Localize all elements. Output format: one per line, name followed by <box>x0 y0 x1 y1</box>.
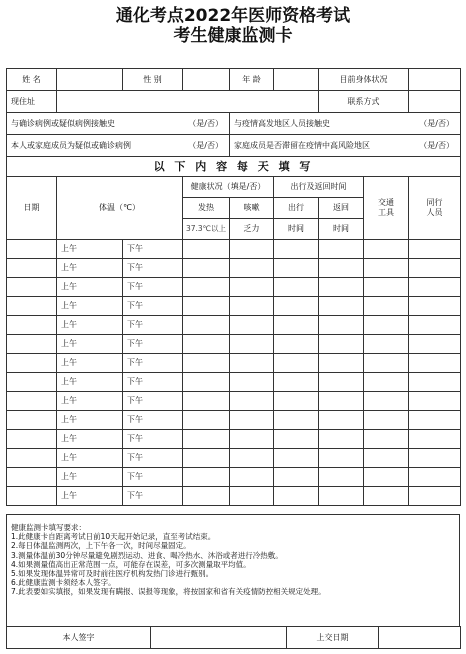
back-time-cell[interactable] <box>319 373 364 392</box>
cough-cell[interactable] <box>230 449 274 468</box>
card-subtitle: 考生健康监测卡 <box>173 26 293 46</box>
instruction-line: 5.如果发现体温异常可及时前往医疗机构发热门诊进行甄别。 <box>11 569 214 579</box>
pm-label: 下午 <box>127 244 143 253</box>
pm-temperature-cell <box>123 430 183 449</box>
instruction-line: 2.每日体温监测两次，上下午各一次，时间尽量固定。 <box>11 541 191 551</box>
cough-cell[interactable] <box>230 259 274 278</box>
companions-cell[interactable] <box>409 278 461 297</box>
pm-temperature-cell <box>123 316 183 335</box>
info-row-address <box>7 91 461 113</box>
fever-cell[interactable] <box>183 449 230 468</box>
go-time-cell[interactable] <box>274 392 319 411</box>
transport-cell[interactable] <box>364 240 409 259</box>
go-time-cell[interactable] <box>274 354 319 373</box>
age-label: 年 龄 <box>230 69 274 91</box>
am-label: 上午 <box>61 415 77 424</box>
am-label: 上午 <box>61 339 77 348</box>
pm-label: 下午 <box>127 472 143 481</box>
transport-cell[interactable] <box>364 335 409 354</box>
pm-temperature-cell <box>123 354 183 373</box>
transport-cell[interactable] <box>364 430 409 449</box>
am-label: 上午 <box>61 434 77 443</box>
gender-label: 性 别 <box>123 69 183 91</box>
instruction-line: 4.如果测量值高出正常范围一点，可能存在误差，可多次测量取平均值。 <box>11 559 251 569</box>
am-temperature-cell <box>57 430 123 449</box>
companions-cell[interactable] <box>409 316 461 335</box>
card-title: 通化考点2022年医师资格考试 <box>115 6 351 26</box>
am-temperature-cell <box>57 259 123 278</box>
am-temperature-cell <box>57 411 123 430</box>
date-cell[interactable] <box>7 411 57 430</box>
am-label: 上午 <box>61 377 77 386</box>
go-time-cell[interactable] <box>274 468 319 487</box>
companions-cell[interactable] <box>409 487 461 506</box>
daily-row <box>7 430 461 449</box>
pm-temperature-cell <box>123 392 183 411</box>
health-status-header: 健康状况（填是/否） <box>183 177 274 198</box>
daily-fill-banner: 以 下 内 容 每 天 填 写 <box>7 157 461 177</box>
am-temperature-cell <box>57 487 123 506</box>
date-cell[interactable] <box>7 487 57 506</box>
am-label: 上午 <box>61 244 77 253</box>
go-time-cell[interactable] <box>274 487 319 506</box>
contact-label: 联系方式 <box>319 91 409 113</box>
daily-row <box>7 392 461 411</box>
date-cell[interactable] <box>7 449 57 468</box>
pm-label: 下午 <box>127 434 143 443</box>
pm-label: 下午 <box>127 320 143 329</box>
am-label: 上午 <box>61 301 77 310</box>
pm-label: 下午 <box>127 339 143 348</box>
cough-cell[interactable] <box>230 430 274 449</box>
question-confirmed-contact[interactable] <box>7 113 230 135</box>
pm-label: 下午 <box>127 301 143 310</box>
instruction-line: 3.测量体温前30分钟尽量避免剧烈运动、进食、喝冷热水、沐浴或者进行冷热敷。 <box>11 550 283 560</box>
am-label: 上午 <box>61 491 77 500</box>
fever-cell[interactable] <box>183 468 230 487</box>
daily-rows <box>7 240 461 506</box>
date-cell[interactable] <box>7 297 57 316</box>
go-time-header: 时间 <box>274 219 319 240</box>
pm-temperature-cell <box>123 297 183 316</box>
yes-no-hint: （是/否） <box>419 140 454 150</box>
question-high-risk-contact[interactable] <box>230 113 461 135</box>
daily-row <box>7 449 461 468</box>
am-label: 上午 <box>61 358 77 367</box>
go-time-cell[interactable] <box>274 373 319 392</box>
back-time-cell[interactable] <box>319 297 364 316</box>
am-label: 上午 <box>61 472 77 481</box>
header-row-1 <box>7 177 461 198</box>
instruction-line: 7.此表要如实填报，如果发现有瞒报、误报等现象，将按国家和省有关疫情防控相关规定处理。 <box>11 587 326 597</box>
companions-cell[interactable] <box>409 468 461 487</box>
fill-instructions <box>6 514 460 626</box>
date-cell[interactable] <box>7 316 57 335</box>
address-label: 现住址 <box>7 91 57 113</box>
cough-cell[interactable] <box>230 392 274 411</box>
am-temperature-cell <box>57 335 123 354</box>
date-cell[interactable] <box>7 335 57 354</box>
am-temperature-cell <box>57 392 123 411</box>
fatigue-header: 乏力 <box>230 219 274 240</box>
go-header: 出行 <box>274 198 319 219</box>
pm-label: 下午 <box>127 358 143 367</box>
companions-header: 同行人员 <box>409 177 461 240</box>
pm-label: 下午 <box>127 377 143 386</box>
question-family-in-risk-area[interactable] <box>230 135 461 157</box>
back-time-header: 时间 <box>319 219 364 240</box>
am-temperature-cell <box>57 316 123 335</box>
transport-cell[interactable] <box>364 316 409 335</box>
current-status-label: 目前身体状况 <box>319 69 409 91</box>
am-temperature-cell <box>57 297 123 316</box>
am-label: 上午 <box>61 320 77 329</box>
fever-header: 发热 <box>183 198 230 219</box>
am-label: 上午 <box>61 282 77 291</box>
pm-label: 下午 <box>127 415 143 424</box>
cough-cell[interactable] <box>230 240 274 259</box>
back-time-cell[interactable] <box>319 278 364 297</box>
transport-cell[interactable] <box>364 487 409 506</box>
fever-cell[interactable] <box>183 278 230 297</box>
gender-field[interactable] <box>183 69 230 91</box>
companions-cell[interactable] <box>409 373 461 392</box>
date-cell[interactable] <box>7 278 57 297</box>
go-time-cell[interactable] <box>274 240 319 259</box>
date-cell[interactable] <box>7 354 57 373</box>
signature-field[interactable] <box>151 627 287 649</box>
question-confirmed-contact-text: 与确诊病例或疑似病例接触史 <box>11 118 115 128</box>
cough-cell[interactable] <box>230 297 274 316</box>
am-temperature-cell <box>57 468 123 487</box>
companions-cell[interactable] <box>409 392 461 411</box>
back-time-cell[interactable] <box>319 240 364 259</box>
cough-header: 咳嗽 <box>230 198 274 219</box>
transport-cell[interactable] <box>364 259 409 278</box>
fever-cell[interactable] <box>183 430 230 449</box>
submit-date-field[interactable] <box>379 627 461 649</box>
cough-cell[interactable] <box>230 487 274 506</box>
pm-temperature-cell <box>123 468 183 487</box>
transport-cell[interactable] <box>364 278 409 297</box>
back-time-cell[interactable] <box>319 487 364 506</box>
fever-cell[interactable] <box>183 316 230 335</box>
instruction-line: 1.此健康卡自距离考试日前10天起开始记录，直至考试结束。 <box>11 532 216 542</box>
pm-label: 下午 <box>127 491 143 500</box>
transport-cell[interactable] <box>364 411 409 430</box>
am-temperature-cell <box>57 373 123 392</box>
go-time-cell[interactable] <box>274 411 319 430</box>
am-temperature-cell <box>57 449 123 468</box>
am-temperature-cell <box>57 278 123 297</box>
fever-cell[interactable] <box>183 392 230 411</box>
companions-cell[interactable] <box>409 335 461 354</box>
daily-row <box>7 316 461 335</box>
back-time-cell[interactable] <box>319 354 364 373</box>
pm-temperature-cell <box>123 449 183 468</box>
pm-temperature-cell <box>123 335 183 354</box>
daily-row <box>7 297 461 316</box>
info-row-exposure-2 <box>7 135 461 157</box>
pm-temperature-cell <box>123 278 183 297</box>
cough-cell[interactable] <box>230 468 274 487</box>
pm-temperature-cell <box>123 411 183 430</box>
companions-cell[interactable] <box>409 430 461 449</box>
date-cell[interactable] <box>7 259 57 278</box>
info-row-exposure-1 <box>7 113 461 135</box>
fever-cell[interactable] <box>183 487 230 506</box>
transport-cell[interactable] <box>364 392 409 411</box>
pm-label: 下午 <box>127 396 143 405</box>
date-cell[interactable] <box>7 240 57 259</box>
companions-cell[interactable] <box>409 297 461 316</box>
back-header: 返回 <box>319 198 364 219</box>
companions-cell[interactable] <box>409 411 461 430</box>
pm-label: 下午 <box>127 282 143 291</box>
fever-cell[interactable] <box>183 259 230 278</box>
health-form-table <box>6 68 461 506</box>
current-status-field[interactable] <box>409 69 461 91</box>
pm-temperature-cell <box>123 259 183 278</box>
go-time-cell[interactable] <box>274 278 319 297</box>
daily-banner-row <box>7 157 461 177</box>
signature-table <box>6 626 461 649</box>
cough-cell[interactable] <box>230 335 274 354</box>
cough-cell[interactable] <box>230 354 274 373</box>
companions-cell[interactable] <box>409 449 461 468</box>
cough-cell[interactable] <box>230 316 274 335</box>
daily-row <box>7 487 461 506</box>
companions-cell[interactable] <box>409 240 461 259</box>
fever-threshold: 37.3℃以上 <box>183 219 230 240</box>
question-suspected-case[interactable] <box>7 135 230 157</box>
back-time-cell[interactable] <box>319 259 364 278</box>
cough-cell[interactable] <box>230 278 274 297</box>
daily-row <box>7 411 461 430</box>
transport-cell[interactable] <box>364 297 409 316</box>
transport-header: 交通工具 <box>364 177 409 240</box>
go-time-cell[interactable] <box>274 297 319 316</box>
back-time-cell[interactable] <box>319 392 364 411</box>
back-time-cell[interactable] <box>319 316 364 335</box>
am-temperature-cell <box>57 240 123 259</box>
daily-row <box>7 278 461 297</box>
daily-row <box>7 259 461 278</box>
instruction-line: 6.此健康监测卡须经本人签字。 <box>11 578 116 588</box>
signature-label: 本人签字 <box>7 627 151 649</box>
transport-cell[interactable] <box>364 373 409 392</box>
cough-cell[interactable] <box>230 373 274 392</box>
temperature-header: 体温（℃） <box>57 177 183 240</box>
date-cell[interactable] <box>7 430 57 449</box>
instruction-line: 健康监测卡填写要求： <box>11 523 86 532</box>
name-label: 姓 名 <box>7 69 57 91</box>
am-temperature-cell <box>57 354 123 373</box>
fever-cell[interactable] <box>183 411 230 430</box>
cough-cell[interactable] <box>230 411 274 430</box>
yes-no-hint: （是/否） <box>188 140 223 150</box>
fever-cell[interactable] <box>183 335 230 354</box>
fever-cell[interactable] <box>183 297 230 316</box>
pm-label: 下午 <box>127 453 143 462</box>
age-field[interactable] <box>274 69 319 91</box>
date-header: 日期 <box>7 177 57 240</box>
back-time-cell[interactable] <box>319 449 364 468</box>
back-time-cell[interactable] <box>319 335 364 354</box>
go-time-cell[interactable] <box>274 259 319 278</box>
go-time-cell[interactable] <box>274 449 319 468</box>
date-cell[interactable] <box>7 468 57 487</box>
back-time-cell[interactable] <box>319 430 364 449</box>
date-cell[interactable] <box>7 373 57 392</box>
yes-no-hint: （是/否） <box>188 118 223 128</box>
companions-cell[interactable] <box>409 354 461 373</box>
fever-cell[interactable] <box>183 373 230 392</box>
back-time-cell[interactable] <box>319 468 364 487</box>
daily-row <box>7 335 461 354</box>
back-time-cell[interactable] <box>319 411 364 430</box>
fever-cell[interactable] <box>183 354 230 373</box>
transport-cell[interactable] <box>364 449 409 468</box>
trip-header: 出行及返回时间 <box>274 177 364 198</box>
daily-row <box>7 240 461 259</box>
question-high-risk-contact-text: 与疫情高发地区人员接触史 <box>234 118 330 128</box>
daily-row <box>7 354 461 373</box>
pm-label: 下午 <box>127 263 143 272</box>
date-cell[interactable] <box>7 392 57 411</box>
yes-no-hint: （是/否） <box>419 118 454 128</box>
go-time-cell[interactable] <box>274 316 319 335</box>
transport-cell[interactable] <box>364 468 409 487</box>
am-label: 上午 <box>61 263 77 272</box>
am-label: 上午 <box>61 396 77 405</box>
question-suspected-case-text: 本人或家庭成员为疑似或确诊病例 <box>11 140 131 150</box>
pm-temperature-cell <box>123 240 183 259</box>
companions-cell[interactable] <box>409 259 461 278</box>
submit-date-label: 上交日期 <box>287 627 379 649</box>
contact-field[interactable] <box>409 91 461 113</box>
question-family-in-risk-area-text: 家庭成员是否滞留在疫情中高风险地区 <box>234 140 370 150</box>
transport-cell[interactable] <box>364 354 409 373</box>
pm-temperature-cell <box>123 487 183 506</box>
daily-row <box>7 373 461 392</box>
am-label: 上午 <box>61 453 77 462</box>
daily-row <box>7 468 461 487</box>
go-time-cell[interactable] <box>274 430 319 449</box>
name-field[interactable] <box>57 69 123 91</box>
pm-temperature-cell <box>123 373 183 392</box>
fever-cell[interactable] <box>183 240 230 259</box>
go-time-cell[interactable] <box>274 335 319 354</box>
address-field[interactable] <box>57 91 319 113</box>
info-row-basic <box>7 69 461 91</box>
